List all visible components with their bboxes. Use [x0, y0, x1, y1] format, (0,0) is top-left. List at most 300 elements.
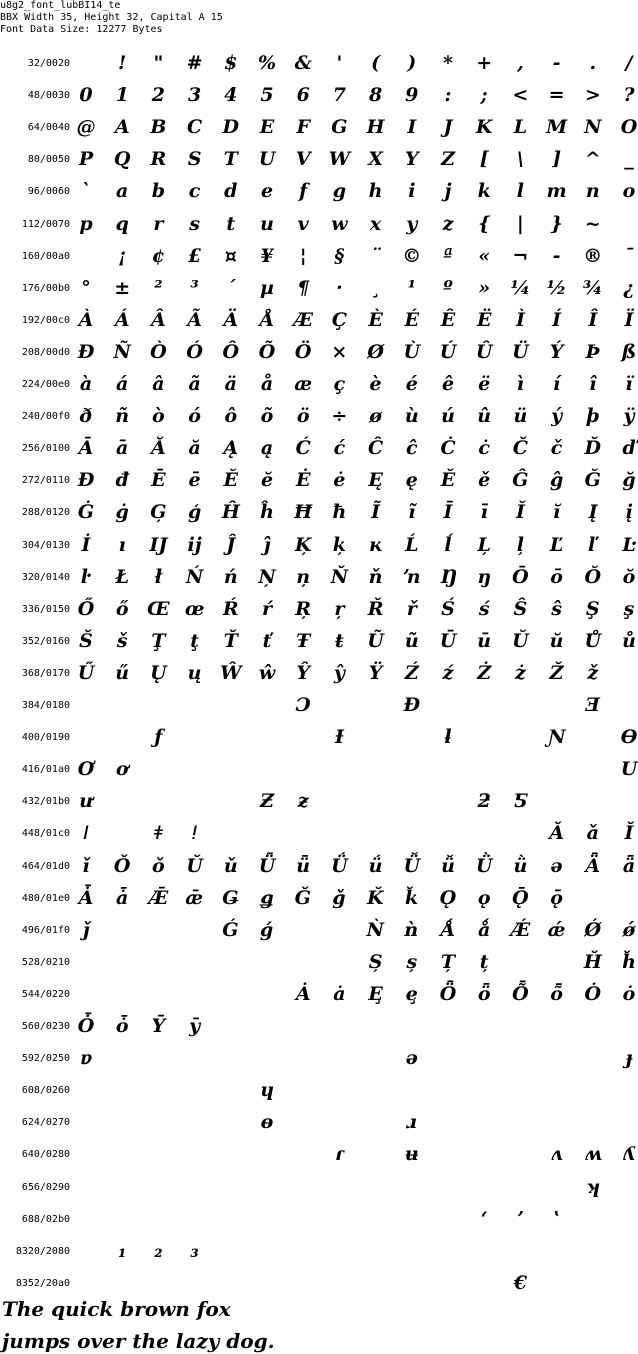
glyph-cell: E — [259, 116, 275, 139]
glyph-row — [0, 112, 638, 144]
glyph-cell: u — [260, 212, 274, 235]
glyph-cell: ǀ — [83, 822, 89, 845]
glyph-cell: Ý — [549, 340, 564, 363]
glyph-cell: ű — [115, 661, 130, 684]
glyph-cell: ǐ — [82, 854, 90, 877]
glyph-cell: ¬ — [512, 244, 529, 267]
glyph-cell: Ǝ — [585, 694, 601, 716]
glyph-cell: Ë — [476, 308, 492, 331]
glyph-cell: Ǖ — [258, 854, 276, 877]
glyph-cell: Ȱ — [77, 1015, 95, 1037]
glyph-cell: N — [584, 116, 602, 139]
glyph-cell: $ — [224, 52, 238, 74]
glyph-cell: þ — [586, 405, 600, 428]
glyph-cell: ù — [404, 405, 419, 428]
glyph-cell: Ț — [440, 950, 456, 973]
glyph-cell: Ñ — [113, 340, 131, 363]
glyph-cell: ǭ — [550, 886, 563, 909]
glyph-cell: - — [552, 52, 561, 74]
glyph-cell: U — [258, 148, 276, 171]
glyph-cell: o — [622, 180, 636, 203]
row-codepoint-label: 368/0170 — [21, 667, 70, 679]
glyph-cell: ( — [371, 52, 381, 74]
glyph-cell: ș — [406, 950, 418, 973]
glyph-cell: ȱ — [115, 1015, 129, 1037]
glyph-cell: £ — [187, 244, 202, 267]
glyph-cell: ð — [79, 405, 93, 428]
font-bbx-info: BBX Width 35, Height 32, Capital A 15 — [0, 12, 223, 23]
glyph-cell: ¯ — [624, 244, 634, 267]
glyph-cell: Ė — [295, 469, 311, 492]
glyph-cell: ¹ — [407, 276, 416, 299]
glyph-cell: Ɨ — [334, 726, 344, 749]
glyph-cell: ½ — [546, 276, 567, 299]
glyph-cell: ţ — [190, 629, 199, 652]
glyph-cell: ǚ — [441, 854, 455, 877]
glyph-row — [0, 690, 638, 722]
glyph-cell: Ċ — [440, 437, 456, 460]
glyph-cell: í — [552, 373, 561, 395]
glyph-cell: ʉ — [404, 1143, 419, 1166]
glyph-row — [0, 1204, 638, 1236]
sample-text-line-2: jumps over the lazy dog. — [2, 1329, 275, 1353]
row-codepoint-label: 160/00a0 — [21, 250, 70, 262]
glyph-cell: n — [585, 180, 600, 203]
glyph-cell: Ř — [367, 597, 384, 620]
glyph-cell: Ɔ — [295, 694, 311, 716]
glyph-cell: = — [548, 84, 565, 107]
glyph-cell: ǻ — [478, 918, 491, 941]
glyph-cell: ǽ — [547, 918, 566, 941]
glyph-cell: Ä — [223, 308, 239, 331]
glyph-cell: Ɵ — [620, 726, 638, 749]
glyph-cell: Ĭ — [515, 501, 525, 524]
glyph-row — [0, 241, 638, 273]
glyph-cell: ų — [187, 661, 202, 684]
glyph-cell: ȩ — [405, 982, 418, 1005]
glyph-cell: É — [404, 308, 420, 331]
row-codepoint-label: 624/0270 — [21, 1117, 70, 1129]
glyph-cell: ũ — [404, 629, 419, 652]
glyph-cell: Ǟ — [585, 854, 601, 877]
glyph-cell: z — [442, 212, 454, 235]
row-codepoint-label: 448/01c0 — [21, 828, 70, 840]
glyph-cell: Ơ — [77, 758, 95, 781]
glyph-row — [0, 465, 638, 497]
glyph-cell: ¡ — [118, 244, 127, 267]
glyph-cell: ã — [188, 373, 201, 395]
glyph-cell: Ņ — [258, 565, 276, 588]
glyph-cell: Í — [552, 308, 562, 331]
glyph-cell: Ū — [439, 629, 457, 652]
glyph-cell: Ì — [515, 308, 525, 331]
row-codepoint-label: 544/0220 — [21, 988, 70, 1000]
glyph-cell: Þ — [585, 340, 600, 363]
glyph-cell: ȳ — [189, 1015, 201, 1037]
glyph-cell: ǒ — [152, 854, 165, 877]
glyph-cell: T — [223, 148, 238, 171]
row-codepoint-label: 64/0040 — [27, 122, 70, 134]
glyph-cell: ₂ — [154, 1239, 163, 1262]
glyph-cell: ġ — [115, 501, 129, 524]
glyph-cell: Æ — [293, 308, 314, 331]
glyph-cell: d — [224, 180, 238, 203]
glyph-cell: G — [331, 116, 348, 139]
glyph-cell: ǃ — [191, 822, 198, 845]
glyph-cell: h — [368, 180, 383, 203]
glyph-cell: ē — [188, 469, 201, 492]
glyph-cell: 0 — [79, 84, 93, 107]
glyph-cell: Ư — [620, 758, 638, 781]
glyph-cell: ĵ — [263, 533, 271, 556]
glyph-cell: Đ — [77, 469, 95, 492]
glyph-cell: m — [546, 180, 567, 203]
glyph-cell: ž — [587, 661, 599, 684]
glyph-cell: ǡ — [116, 886, 129, 909]
glyph-cell: s — [189, 212, 200, 235]
glyph-cell: Ō — [512, 565, 529, 588]
glyph-cell: ĝ — [549, 469, 564, 492]
glyph-row — [0, 818, 638, 850]
glyph-cell: Ǭ — [512, 886, 529, 909]
glyph-cell: Ǎ — [549, 822, 564, 845]
glyph-cell: ą — [260, 437, 274, 460]
glyph-cell: } — [550, 212, 563, 235]
glyph-cell: Ŗ — [295, 597, 312, 620]
glyph-cell: ± — [114, 276, 131, 299]
glyph-cell: ư — [79, 790, 93, 813]
glyph-cell: ǔ — [223, 854, 238, 877]
glyph-row — [0, 337, 638, 369]
glyph-cell: ¼ — [510, 276, 531, 299]
glyph-cell: _ — [624, 148, 634, 171]
glyph-cell: ǩ — [405, 886, 419, 909]
glyph-row — [0, 1011, 638, 1043]
glyph-cell: ı — [118, 533, 126, 556]
glyph-cell: Ĝ — [512, 469, 529, 492]
glyph-cell: R — [150, 148, 167, 171]
glyph-cell: ¤ — [224, 244, 237, 267]
glyph-cell: V — [295, 148, 311, 171]
glyph-cell: ō — [550, 565, 563, 588]
glyph-cell: 2 — [151, 84, 165, 107]
glyph-cell: ǣ — [185, 886, 204, 909]
glyph-cell: ơ — [115, 758, 129, 781]
glyph-cell: ė — [333, 469, 346, 492]
glyph-cell: Ŷ — [296, 661, 310, 684]
glyph-cell: ā — [116, 437, 129, 460]
glyph-row — [0, 305, 638, 337]
glyph-cell: Ţ — [151, 629, 166, 652]
row-codepoint-label: 640/0280 — [21, 1149, 70, 1161]
glyph-cell: ĩ — [408, 501, 416, 524]
glyph-cell: ľ — [587, 533, 598, 556]
glyph-cell: @ — [76, 116, 96, 139]
glyph-cell: Ē — [151, 469, 166, 492]
glyph-cell: Ą — [223, 437, 239, 460]
glyph-cell: % — [257, 52, 277, 74]
glyph-cell: ƻ — [477, 790, 491, 813]
glyph-cell: ċ — [478, 437, 490, 460]
glyph-cell: Ĥ — [221, 501, 240, 524]
glyph-cell: Q — [113, 148, 131, 171]
glyph-cell: & — [294, 52, 312, 74]
glyph-cell: Ç — [331, 308, 347, 331]
glyph-row — [0, 1236, 638, 1268]
glyph-cell: ǹ — [404, 918, 419, 941]
glyph-cell: Ś — [441, 597, 455, 620]
glyph-cell: 9 — [405, 84, 419, 107]
glyph-cell: Ĕ — [223, 469, 239, 492]
glyph-cell: Ġ — [77, 501, 95, 524]
glyph-cell: ǎ — [586, 822, 599, 845]
glyph-cell: ʞ — [585, 1175, 600, 1198]
glyph-cell: * — [443, 52, 453, 74]
glyph-cell: Ĉ — [368, 437, 384, 460]
glyph-cell: Ǡ — [78, 886, 94, 909]
glyph-cell: ì — [516, 373, 524, 395]
glyph-cell: / — [625, 52, 633, 74]
glyph-cell: ŭ — [549, 629, 564, 652]
glyph-cell: + — [476, 52, 493, 74]
glyph-cell: è — [369, 373, 382, 395]
glyph-cell: â — [152, 373, 165, 395]
glyph-cell: ĭ — [552, 501, 561, 524]
glyph-cell: ż — [514, 661, 526, 684]
glyph-cell: ³ — [190, 276, 199, 299]
glyph-cell: ĺ — [444, 533, 452, 556]
glyph-cell: ¿ — [623, 276, 635, 299]
glyph-cell: · — [336, 276, 343, 299]
glyph-cell: Ɲ — [547, 726, 566, 749]
glyph-cell: Ǩ — [367, 886, 384, 909]
glyph-cell: ǘ — [368, 854, 383, 877]
glyph-cell: é — [405, 373, 418, 395]
glyph-row — [0, 273, 638, 305]
glyph-cell: 3 — [187, 84, 202, 107]
row-codepoint-label: 656/0290 — [21, 1181, 70, 1193]
glyph-cell: ë — [478, 373, 491, 395]
glyph-cell: Î — [588, 308, 598, 331]
row-codepoint-label: 48/0030 — [27, 90, 70, 102]
row-codepoint-label: 352/0160 — [21, 635, 70, 647]
glyph-cell: î — [589, 373, 597, 395]
glyph-cell: , — [517, 52, 524, 74]
glyph-cell: Ǫ — [439, 886, 457, 909]
glyph-cell: Ŭ — [512, 629, 529, 652]
glyph-cell: 5 — [260, 84, 274, 107]
glyph-cell: B — [150, 116, 167, 139]
glyph-cell: ! — [118, 52, 127, 74]
glyph-cell: Ę — [368, 469, 383, 492]
glyph-cell: á — [116, 373, 129, 395]
row-codepoint-label: 400/0190 — [21, 732, 70, 744]
glyph-row — [0, 626, 638, 658]
glyph-cell: ÿ — [623, 405, 635, 428]
glyph-cell: Œ — [147, 597, 170, 620]
glyph-cell: ú — [441, 405, 455, 428]
glyph-row — [0, 1268, 638, 1300]
glyph-cell: M — [546, 116, 568, 139]
glyph-cell: ' — [336, 52, 343, 74]
glyph-cell: ÷ — [331, 405, 348, 428]
glyph-cell: Ų — [150, 661, 167, 684]
glyph-cell: ȟ — [622, 950, 636, 973]
glyph-cell: ŝ — [551, 597, 562, 620]
row-codepoint-label: 176/00b0 — [21, 282, 70, 294]
glyph-row — [0, 1107, 638, 1139]
glyph-cell: Ü — [512, 340, 529, 363]
glyph-cell: Ð — [77, 340, 95, 363]
row-codepoint-label: 272/0110 — [21, 475, 70, 487]
row-codepoint-label: 288/0120 — [21, 507, 70, 519]
glyph-cell: Ť — [223, 629, 238, 652]
glyph-cell: ^ — [584, 148, 601, 171]
glyph-cell: ĉ — [406, 437, 418, 460]
row-codepoint-label: 224/00e0 — [21, 379, 70, 390]
glyph-cell: à — [79, 373, 93, 395]
glyph-cell: Ŝ — [513, 597, 528, 620]
glyph-cell: ŷ — [333, 661, 345, 684]
glyph-row — [0, 369, 638, 401]
glyph-cell: Ǧ — [295, 886, 312, 909]
sample-text-line-1: The quick brown fox — [2, 1297, 231, 1321]
glyph-cell: Ľ — [549, 533, 564, 556]
glyph-cell: x — [369, 212, 382, 235]
glyph-cell: ɥ — [260, 1079, 274, 1102]
row-codepoint-label: 416/01a0 — [21, 764, 70, 776]
glyph-cell: ě — [478, 469, 491, 492]
glyph-row — [0, 176, 638, 208]
glyph-cell: Ø — [367, 340, 384, 363]
glyph-cell: ŗ — [334, 597, 345, 620]
glyph-cell: Ù — [403, 340, 421, 363]
glyph-cell: ~ — [584, 212, 601, 235]
glyph-row — [0, 562, 638, 594]
row-codepoint-label: 384/0180 — [21, 700, 70, 711]
glyph-cell: Ȟ — [583, 950, 602, 973]
glyph-cell: c — [188, 180, 201, 203]
glyph-cell: È — [368, 308, 383, 331]
glyph-cell: Ĺ — [405, 533, 419, 556]
glyph-cell: » — [478, 276, 491, 299]
glyph-cell: k — [477, 180, 491, 203]
glyph-cell: § — [334, 244, 345, 267]
glyph-cell: Ê — [440, 308, 456, 331]
glyph-cell: ¦ — [299, 244, 307, 267]
glyph-cell: Ú — [439, 340, 457, 363]
glyph-cell: ǥ — [260, 886, 274, 909]
glyph-cell: ǿ — [622, 918, 636, 941]
glyph-cell: Õ — [258, 340, 276, 363]
row-codepoint-label: 112/0070 — [21, 218, 70, 230]
glyph-row — [0, 1172, 638, 1204]
glyph-cell: Ǒ — [113, 854, 131, 877]
glyph-cell: w — [331, 212, 348, 235]
glyph-row — [0, 722, 638, 754]
glyph-cell: Ó — [186, 340, 203, 363]
glyph-cell: ¢ — [151, 244, 165, 267]
glyph-cell: Ô — [222, 340, 240, 363]
glyph-row — [0, 497, 638, 529]
glyph-cell: Ć — [295, 437, 311, 460]
glyph-cell: ₁ — [118, 1239, 127, 1262]
glyph-cell: b — [151, 180, 166, 203]
glyph-cell: ĳ — [187, 533, 202, 556]
glyph-row — [0, 658, 638, 690]
glyph-cell: Ȫ — [439, 982, 457, 1005]
glyph-row — [0, 1139, 638, 1171]
glyph-cell: v — [297, 212, 309, 235]
glyph-cell: À — [78, 308, 94, 331]
glyph-cell: Ż — [477, 661, 492, 684]
glyph-cell: ® — [583, 244, 603, 267]
glyph-cell: C — [187, 116, 203, 139]
glyph-cell: # — [186, 52, 203, 74]
glyph-cell: ê — [441, 373, 455, 395]
glyph-cell: š — [116, 629, 128, 652]
glyph-cell: Ǣ — [148, 886, 169, 909]
glyph-cell: ɹ — [406, 1111, 418, 1134]
glyph-cell: µ — [260, 276, 274, 299]
glyph-cell: ¥ — [260, 244, 274, 267]
glyph-cell: - — [552, 244, 561, 267]
glyph-cell: ť — [262, 629, 272, 652]
glyph-cell: ɵ — [260, 1111, 274, 1134]
glyph-cell: ° — [81, 276, 91, 299]
glyph-cell: > — [584, 84, 601, 107]
glyph-cell: Ī — [443, 501, 453, 524]
glyph-cell: ʻ — [480, 1207, 488, 1230]
glyph-cell: Ǘ — [331, 854, 348, 877]
glyph-cell: ă — [188, 437, 201, 460]
glyph-cell: Ŕ — [222, 597, 239, 620]
glyph-cell: ʼ — [517, 1207, 524, 1230]
glyph-cell: K — [475, 116, 493, 139]
glyph-cell: Ă — [151, 437, 166, 460]
glyph-row — [0, 401, 638, 433]
glyph-cell: º — [443, 276, 453, 299]
glyph-cell: D — [222, 116, 240, 139]
glyph-row — [0, 594, 638, 626]
glyph-row — [0, 851, 638, 883]
glyph-cell: ů — [622, 629, 636, 652]
glyph-cell: Ń — [185, 565, 204, 588]
row-codepoint-label: 192/00c0 — [21, 314, 70, 326]
row-codepoint-label: 32/0020 — [27, 58, 70, 69]
glyph-cell: 1 — [115, 84, 129, 107]
glyph-cell: y — [406, 212, 418, 235]
glyph-row — [0, 80, 638, 112]
glyph-cell: ɾ — [335, 1143, 344, 1166]
glyph-cell: t — [226, 212, 236, 235]
row-codepoint-label: 608/0260 — [21, 1085, 70, 1097]
glyph-cell: Ǻ — [440, 918, 456, 941]
glyph-cell: Ě — [440, 469, 456, 492]
glyph-cell: Ö — [294, 340, 312, 363]
glyph-cell: ʎ — [622, 1143, 636, 1166]
glyph-cell: ǧ — [332, 886, 347, 909]
glyph-cell: ʍ — [584, 1143, 601, 1166]
glyph-cell: ğ — [622, 469, 636, 492]
glyph-cell: ď — [622, 437, 636, 460]
row-codepoint-label: 528/0210 — [21, 956, 70, 968]
glyph-cell: × — [331, 340, 348, 363]
glyph-row — [0, 915, 638, 947]
glyph-cell: ŋ — [477, 565, 492, 588]
glyph-row — [0, 1075, 638, 1107]
glyph-cell: Ƽ — [513, 790, 528, 813]
